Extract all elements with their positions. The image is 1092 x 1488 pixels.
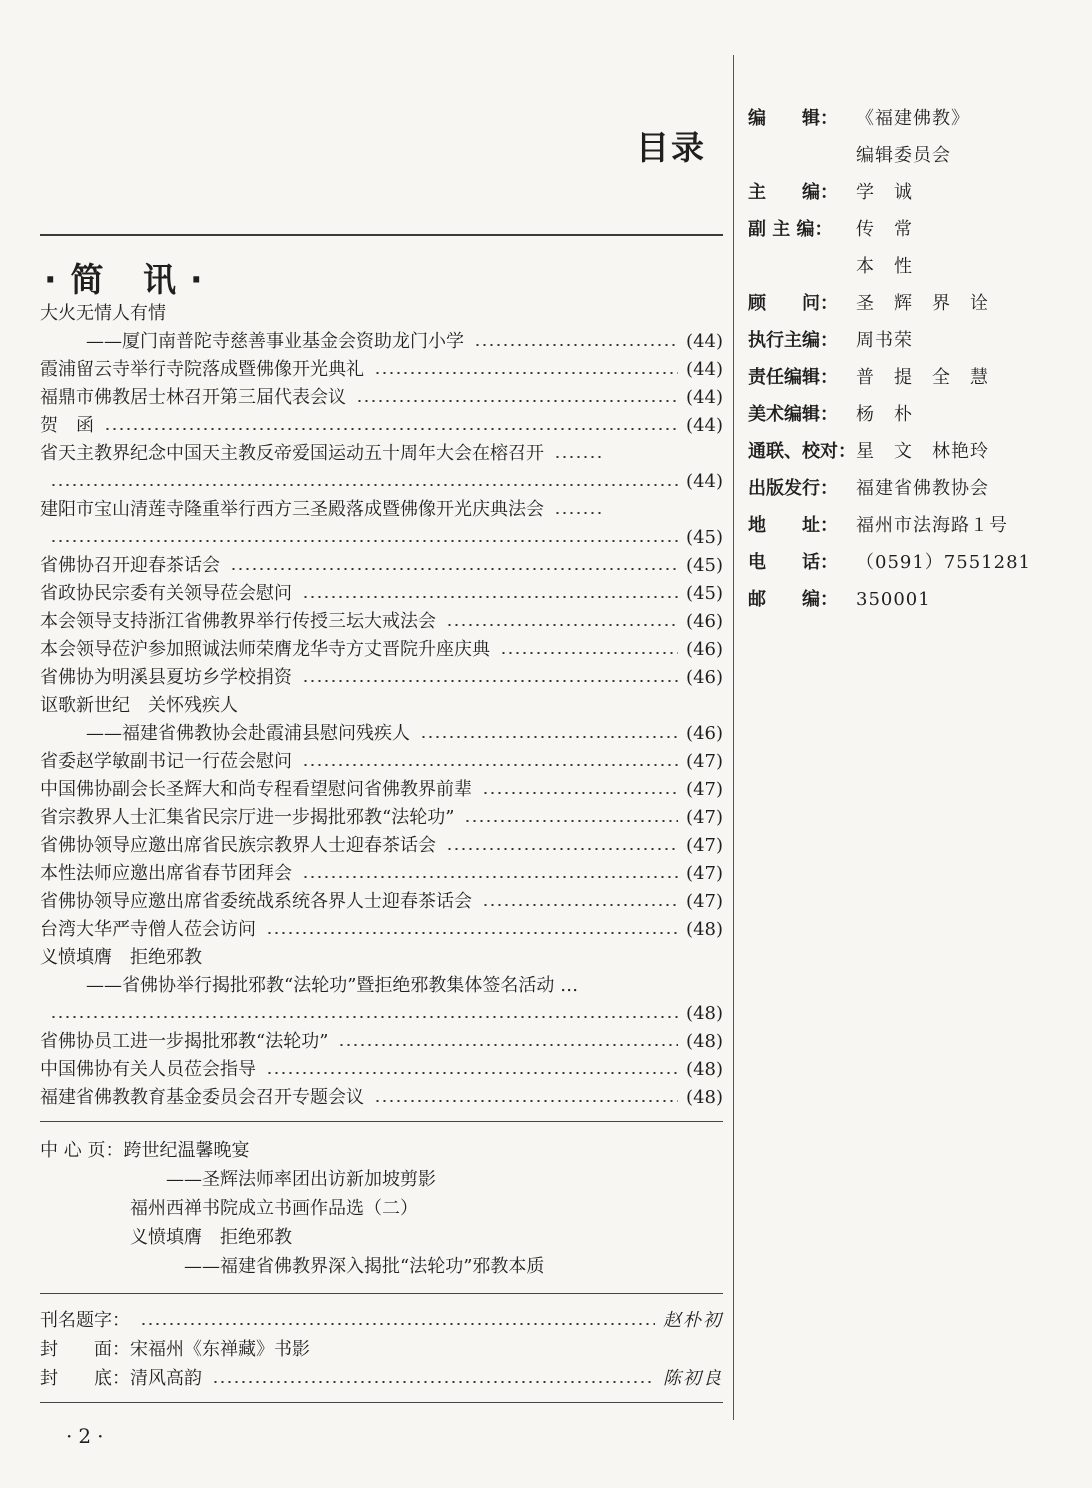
dot-leader: [374, 1100, 678, 1102]
center-page-line: ——圣辉法师率团出访新加坡剪影: [40, 1169, 436, 1190]
credit-name: 赵朴初: [663, 1310, 723, 1331]
credit-label: 刊名题字：: [40, 1310, 130, 1331]
dot-leader: [50, 540, 678, 542]
toc-entry-page: (44): [686, 387, 723, 408]
toc-entry-title: 省佛协召开迎春茶话会: [40, 555, 220, 576]
masthead-label: 执行主编：: [748, 330, 838, 351]
masthead-row: [748, 174, 1031, 211]
toc-entry: [40, 804, 723, 832]
masthead-value: 350001: [856, 589, 931, 610]
center-page-line: 义愤填膺 拒绝邪教: [40, 1227, 292, 1248]
masthead-row: [748, 100, 1031, 137]
toc-entry-page: (46): [686, 639, 723, 660]
credit-row: [40, 1306, 723, 1335]
masthead-value: 福建省佛教协会: [856, 478, 989, 499]
toc-entry-page: (46): [686, 667, 723, 688]
dot-leader: [554, 512, 604, 514]
toc-entry-title: 省宗教界人士汇集省民宗厅进一步揭批邪教“法轮功”: [40, 807, 455, 828]
toc-entry: [40, 1084, 723, 1112]
toc-entry-page: (46): [686, 723, 723, 744]
credit-label: 封 底：清风高韵: [40, 1368, 202, 1389]
masthead-label: 美术编辑：: [748, 404, 838, 425]
toc-entry-title: 省委赵学敏副书记一行莅会慰问: [40, 751, 292, 772]
toc-entry-title: ——福建省佛教协会赴霞浦县慰问残疾人: [86, 723, 410, 744]
credit-row: [40, 1335, 723, 1364]
page-title: 目录: [636, 128, 706, 167]
masthead-row: [748, 396, 1031, 433]
dot-leader: [302, 876, 678, 878]
toc-entry-page: (45): [686, 527, 723, 548]
toc-entry-title: ——厦门南普陀寺慈善事业基金会资助龙门小学: [86, 331, 464, 352]
center-page-line: 中 心 页：跨世纪温馨晚宴: [40, 1140, 250, 1161]
toc-entry-title: ——省佛协举行揭批邪教“法轮功”暨拒绝邪教集体签名活动 …: [86, 975, 579, 996]
masthead-row: [748, 137, 1031, 174]
toc-entry: [40, 384, 723, 412]
masthead-label: 电 话：: [748, 552, 838, 573]
toc-entry-title: 省政协民宗委有关领导莅会慰问: [40, 583, 292, 604]
toc-entry-page: (44): [686, 471, 723, 492]
masthead-value: （0591）7551281: [856, 552, 1031, 573]
toc-entry: [40, 636, 723, 664]
masthead-label: 主 编：: [748, 182, 838, 203]
masthead-value: 《福建佛教》: [856, 108, 970, 129]
masthead-value: 普 提 全 慧: [856, 367, 989, 388]
toc-entry: [40, 524, 723, 552]
toc-entry-title: 贺 函: [40, 415, 94, 436]
dot-leader: [482, 792, 678, 794]
toc-entry-page: (45): [686, 555, 723, 576]
page-number: ·2·: [66, 1424, 110, 1448]
toc-entry-page: (47): [686, 779, 723, 800]
toc-entry-title: 台湾大华严寺僧人莅会访问: [40, 919, 256, 940]
dot-leader: [212, 1381, 655, 1383]
toc-entry: [40, 1056, 723, 1084]
masthead-value: 杨 朴: [856, 404, 913, 425]
toc-entry: [40, 888, 723, 916]
toc-entry: [40, 552, 723, 580]
masthead-label: 顾 问：: [748, 293, 838, 314]
toc-entry-page: (48): [686, 1003, 723, 1024]
toc-entry: [40, 580, 723, 608]
masthead-row: [748, 544, 1031, 581]
column-divider: [733, 55, 734, 1420]
masthead-label: [748, 137, 856, 174]
toc-entry-title: 讴歌新世纪 关怀残疾人: [40, 695, 238, 716]
dot-leader: [356, 400, 678, 402]
toc-entry-page: (46): [686, 611, 723, 632]
credit-row: [40, 1364, 723, 1393]
center-pages: [40, 1136, 544, 1281]
toc-entry-page: (45): [686, 583, 723, 604]
masthead-value: 学 诚: [856, 182, 913, 203]
toc-entry-title: 中国佛协副会长圣辉大和尚专程看望慰问省佛教界前辈: [40, 779, 472, 800]
toc-entry-page: (44): [686, 359, 723, 380]
toc-entry-page: (48): [686, 1059, 723, 1080]
toc-entry: [40, 608, 723, 636]
toc-entry-title: 省佛协为明溪县夏坊乡学校捐资: [40, 667, 292, 688]
masthead-value: 周书荣: [856, 330, 913, 351]
toc-entry-page: (48): [686, 919, 723, 940]
toc-entry: [40, 944, 723, 972]
toc-entry-title: 福建省佛教教育基金委员会召开专题会议: [40, 1087, 364, 1108]
toc-entry-page: (47): [686, 835, 723, 856]
toc-entry-page: (44): [686, 415, 723, 436]
toc-entry-title: 本会领导支持浙江省佛教界举行传授三坛大戒法会: [40, 611, 436, 632]
toc-entry-page: (47): [686, 863, 723, 884]
bottom-rule: [40, 1402, 723, 1403]
toc-entry: [40, 748, 723, 776]
masthead-label: 副 主 编：: [748, 219, 833, 240]
toc-entry: [40, 328, 723, 356]
masthead-label: 编 辑：: [748, 108, 838, 129]
toc-entry-title: 省天主教界纪念中国天主教反帝爱国运动五十周年大会在榕召开: [40, 443, 544, 464]
dot-leader: [50, 1016, 678, 1018]
toc-list: [40, 300, 723, 1112]
toc-entry: [40, 720, 723, 748]
masthead-row: [748, 507, 1031, 544]
masthead-value: 福州市法海路１号: [856, 515, 1008, 536]
dot-leader: [302, 680, 678, 682]
toc-entry-page: (48): [686, 1087, 723, 1108]
toc-entry: [40, 356, 723, 384]
dot-leader: [446, 624, 678, 626]
masthead: [748, 100, 1031, 618]
credits: [40, 1306, 723, 1393]
masthead-row: [748, 581, 1031, 618]
dot-leader: [266, 932, 678, 934]
masthead-value: 圣 辉 界 诠: [856, 293, 989, 314]
credit-label: 封 面：宋福州《东禅藏》书影: [40, 1339, 310, 1360]
dot-leader: [554, 456, 604, 458]
toc-entry: [40, 1000, 723, 1028]
toc-entry: [40, 412, 723, 440]
toc-entry-page: (48): [686, 1031, 723, 1052]
toc-entry-page: (47): [686, 891, 723, 912]
dot-leader: [104, 428, 678, 430]
toc-entry: [40, 776, 723, 804]
masthead-row: [748, 433, 1031, 470]
toc-entry: [40, 972, 723, 1000]
masthead-label: 责任编辑：: [748, 367, 838, 388]
toc-entry-page: (47): [686, 751, 723, 772]
toc-entry: [40, 860, 723, 888]
center-page-line: 福州西禅书院成立书画作品选（二）: [40, 1198, 418, 1219]
dot-leader: [140, 1323, 655, 1325]
toc-entry: [40, 916, 723, 944]
toc-entry-title: 中国佛协有关人员莅会指导: [40, 1059, 256, 1080]
dot-leader: [500, 652, 678, 654]
masthead-row: [748, 470, 1031, 507]
credits-rule: [40, 1293, 723, 1294]
dot-leader: [266, 1072, 678, 1074]
masthead-label: [748, 248, 856, 285]
toc-entry-page: (44): [686, 331, 723, 352]
masthead-row: [748, 359, 1031, 396]
toc-entry-title: 省佛协领导应邀出席省委统战系统各界人士迎春茶话会: [40, 891, 472, 912]
dot-leader: [482, 904, 678, 906]
credit-name: 陈初良: [663, 1368, 723, 1389]
toc-entry-title: 义愤填膺 拒绝邪教: [40, 947, 202, 968]
masthead-value: 传 常: [856, 219, 913, 240]
dot-leader: [420, 736, 678, 738]
mid-rule: [40, 1121, 723, 1122]
masthead-value: 星 文 林艳玲: [856, 441, 989, 462]
toc-entry-title: 建阳市宝山清莲寺隆重举行西方三圣殿落成暨佛像开光庆典法会: [40, 499, 544, 520]
dot-leader: [338, 1044, 678, 1046]
masthead-row: [748, 285, 1031, 322]
dot-leader: [446, 848, 678, 850]
dot-leader: [50, 484, 678, 486]
dot-leader: [474, 344, 678, 346]
masthead-value: 本 性: [856, 256, 913, 277]
toc-entry: [40, 832, 723, 860]
masthead-value: 编辑委员会: [856, 145, 951, 166]
toc-entry: [40, 468, 723, 496]
toc-entry: [40, 300, 723, 328]
toc-entry-title: 大火无情人有情: [40, 303, 166, 324]
center-page-line: ——福建省佛教界深入揭批“法轮功”邪教本质: [40, 1256, 545, 1277]
masthead-row: [748, 248, 1031, 285]
toc-entry-title: 本会领导莅沪参加照诚法师荣膺龙华寺方丈晋院升座庆典: [40, 639, 490, 660]
masthead-row: [748, 211, 1031, 248]
toc-entry-title: 福鼎市佛教居士林召开第三届代表会议: [40, 387, 346, 408]
toc-entry: [40, 692, 723, 720]
section-heading: ·简 讯·: [44, 260, 217, 299]
toc-entry-page: (47): [686, 807, 723, 828]
dot-leader: [230, 568, 678, 570]
toc-entry-title: 本性法师应邀出席省春节团拜会: [40, 863, 292, 884]
masthead-label: 通联、校对：: [748, 441, 856, 462]
toc-entry: [40, 664, 723, 692]
masthead-label: 地 址：: [748, 515, 838, 536]
dot-leader: [464, 820, 678, 822]
toc-entry: [40, 440, 723, 468]
dot-leader: [302, 764, 678, 766]
toc-entry-title: 省佛协领导应邀出席省民族宗教界人士迎春茶话会: [40, 835, 436, 856]
masthead-row: [748, 322, 1031, 359]
toc-entry: [40, 496, 723, 524]
dot-leader: [374, 372, 678, 374]
toc-entry-title: 省佛协员工进一步揭批邪教“法轮功”: [40, 1031, 329, 1052]
masthead-label: 出版发行：: [748, 478, 838, 499]
masthead-label: 邮 编：: [748, 589, 838, 610]
dot-leader: [302, 596, 678, 598]
toc-entry: [40, 1028, 723, 1056]
toc-entry-title: 霞浦留云寺举行寺院落成暨佛像开光典礼: [40, 359, 364, 380]
top-rule: [40, 234, 723, 236]
